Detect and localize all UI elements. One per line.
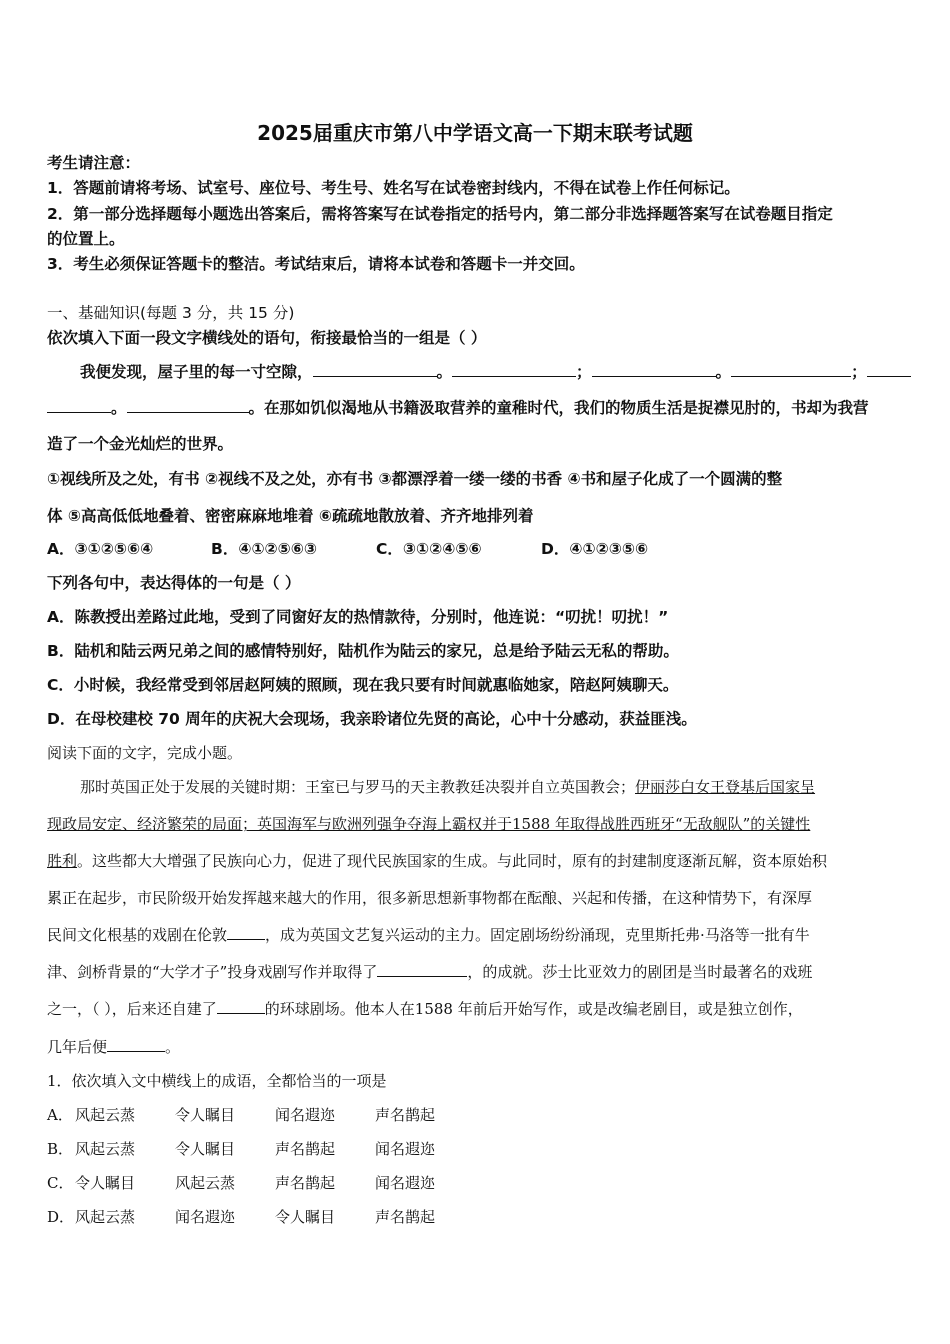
option-word: 声名鹊起 <box>275 1140 336 1158</box>
option-row <box>47 539 648 559</box>
blank <box>313 362 437 377</box>
notice-item: 1．答题前请将考场、试室号、座位号、考生号、姓名写在试卷密封线内，不得在试卷上作任何标记。 <box>47 179 740 197</box>
blank <box>592 362 716 377</box>
section-heading: 一、基础知识(每题 3 分，共 15 分) <box>47 304 295 322</box>
reading-line <box>80 777 815 797</box>
reading-line <box>47 962 812 982</box>
punct: 。 <box>715 363 732 381</box>
reading-intro: 阅读下面的文字，完成小题。 <box>47 744 243 762</box>
question-stem: 下列各句中，表达得体的一句是（ ） <box>47 574 301 592</box>
option-word: 风起云蒸 <box>75 1140 136 1158</box>
underlined-text: 伊丽莎白女王登基后国家呈 <box>635 778 816 796</box>
reading-text: 的环球剧场。他本人在1588 年前后开始写作，或是改编老剧目，或是独立创作， <box>264 1000 803 1018</box>
passage-text: 。在那如饥似渴地从书籍汲取营养的童稚时代，我们的物质生活是捉襟见肘的，书却为我营 <box>248 399 869 417</box>
notice-item: 3．考生必须保证答题卡的整洁。考试结束后，请将本试卷和答题卡一并交回。 <box>47 255 585 273</box>
reading-text: 几年后便 <box>47 1038 108 1056</box>
option-word: 令人瞩目 <box>75 1174 136 1192</box>
option-word: 闻名遐迩 <box>375 1174 436 1192</box>
reading-text: 。 <box>165 1038 181 1056</box>
option-word: 风起云蒸 <box>75 1208 136 1226</box>
reading-text: 之一，（ ），后来还自建了 <box>47 1000 217 1018</box>
page-title: 2025届重庆市第八中学语文高一下期末联考试题 <box>257 121 693 145</box>
blank <box>867 362 911 377</box>
option-d[interactable]: D．④①②③⑤⑥ <box>541 540 649 558</box>
punct: ； <box>576 363 592 381</box>
option-b[interactable]: B．陆机和陆云两兄弟之间的感情特别好，陆机作为陆云的家兄，总是给予陆云无私的帮助。 <box>47 642 679 660</box>
option-word: 声名鹊起 <box>275 1174 336 1192</box>
option-label: C． <box>47 1174 74 1192</box>
reading-line <box>47 925 810 945</box>
option-label: B． <box>47 1140 74 1158</box>
passage-line <box>80 362 911 382</box>
option-word: 风起云蒸 <box>175 1174 236 1192</box>
reading-text: 津、剑桥背景的“大学才子”投身戏剧写作并取得了 <box>47 963 378 981</box>
option-d[interactable] <box>47 1207 475 1227</box>
notice-heading: 考生请注意： <box>47 154 141 172</box>
option-word: 令人瞩目 <box>275 1208 336 1226</box>
option-b[interactable] <box>47 1139 475 1159</box>
underlined-text: 现政局安定、经济繁荣的局面；英国海军与欧洲列强争夺海上霸权并于1588 年取得战胜西班牙“无敌舰队”的关键性 <box>47 815 811 833</box>
option-b[interactable]: B．④①②⑤⑥③ <box>211 540 318 558</box>
blank <box>452 362 576 377</box>
blank <box>47 398 111 413</box>
option-word: 风起云蒸 <box>75 1106 136 1124</box>
blank <box>377 962 467 977</box>
reading-text: ，成为英国文艺复兴运动的主力。固定剧场纷纷涌现，克里斯托弗·马洛等一批有牛 <box>265 926 810 944</box>
option-c[interactable]: C．③①②④⑤⑥ <box>376 540 482 558</box>
reading-text: 民间文化根基的戏剧在伦敦 <box>47 926 228 944</box>
option-c[interactable]: C．小时候，我经常受到邻居赵阿姨的照顾，现在我只要有时间就惠临她家，陪赵阿姨聊天。 <box>47 676 679 694</box>
underlined-text: 胜利 <box>47 852 78 870</box>
option-word: 令人瞩目 <box>175 1106 236 1124</box>
reading-text: ，的成就。莎士比亚效力的剧团是当时最著名的戏班 <box>467 963 813 981</box>
reading-line <box>47 851 827 871</box>
reading-text: 那时英国正处于发展的关键时期：王室已与罗马的天主教教廷决裂并自立英国教会； <box>80 778 636 796</box>
punct: 。 <box>436 363 453 381</box>
option-a[interactable] <box>47 1105 475 1125</box>
reading-line <box>47 999 803 1019</box>
option-d[interactable]: D．在母校建校 70 周年的庆祝大会现场，我亲聆诸位先贤的高论，心中十分感动，获益匪浅。 <box>47 710 697 728</box>
option-word: 闻名遐迩 <box>375 1140 436 1158</box>
notice-item: 的位置上。 <box>47 230 125 248</box>
choice-items: 体 ⑤高高低低地叠着、密密麻麻地堆着 ⑥疏疏地散放着、齐齐地排列着 <box>47 507 534 525</box>
option-a[interactable]: A．③①②⑤⑥④ <box>47 540 154 558</box>
option-word: 闻名遐迩 <box>175 1208 236 1226</box>
option-label: D． <box>47 1208 75 1226</box>
reading-text: 。这些都大大增强了民族向心力，促进了现代民族国家的生成。与此同时，原有的封建制度逐渐瓦解，资本原始积 <box>77 852 828 870</box>
blank <box>127 398 249 413</box>
passage-line: 造了一个金光灿烂的世界。 <box>47 435 234 453</box>
punct: ； <box>851 363 867 381</box>
reading-line <box>47 1037 180 1057</box>
passage-line <box>47 398 869 418</box>
punct: 。 <box>111 399 127 417</box>
notice-item: 2．第一部分选择题每小题选出答案后，需将答案写在试卷指定的括号内，第二部分非选择题答案写在试卷题目指定 <box>47 205 833 223</box>
passage-text: 我便发现，屋子里的每一寸空隙， <box>80 363 313 381</box>
question-stem: 依次填入下面一段文字横线处的语句，衔接最恰当的一组是（ ） <box>47 329 487 347</box>
blank <box>731 362 851 377</box>
question-stem: 1．依次填入文中横线上的成语，全都恰当的一项是 <box>47 1072 387 1090</box>
option-word: 声名鹊起 <box>375 1106 436 1124</box>
reading-line: 累正在起步，市民阶级开始发挥越来越大的作用，很多新思想新事物都在酝酿、兴起和传播，在这种情势下，有深厚 <box>47 889 813 907</box>
option-c[interactable] <box>47 1173 475 1193</box>
blank <box>107 1037 165 1052</box>
blank <box>227 925 265 940</box>
option-word: 声名鹊起 <box>375 1208 436 1226</box>
blank <box>217 999 265 1014</box>
choice-items: ①视线所及之处，有书 ②视线不及之处，亦有书 ③都漂浮着一缕一缕的书香 ④书和屋子化成了一个圆满的整 <box>47 470 783 488</box>
option-label: A． <box>47 1106 73 1124</box>
option-a[interactable]: A．陈教授出差路过此地，受到了同窗好友的热情款待，分别时，他连说：“叨扰！叨扰！” <box>47 608 669 626</box>
option-word: 令人瞩目 <box>175 1140 236 1158</box>
option-word: 闻名遐迩 <box>275 1106 336 1124</box>
